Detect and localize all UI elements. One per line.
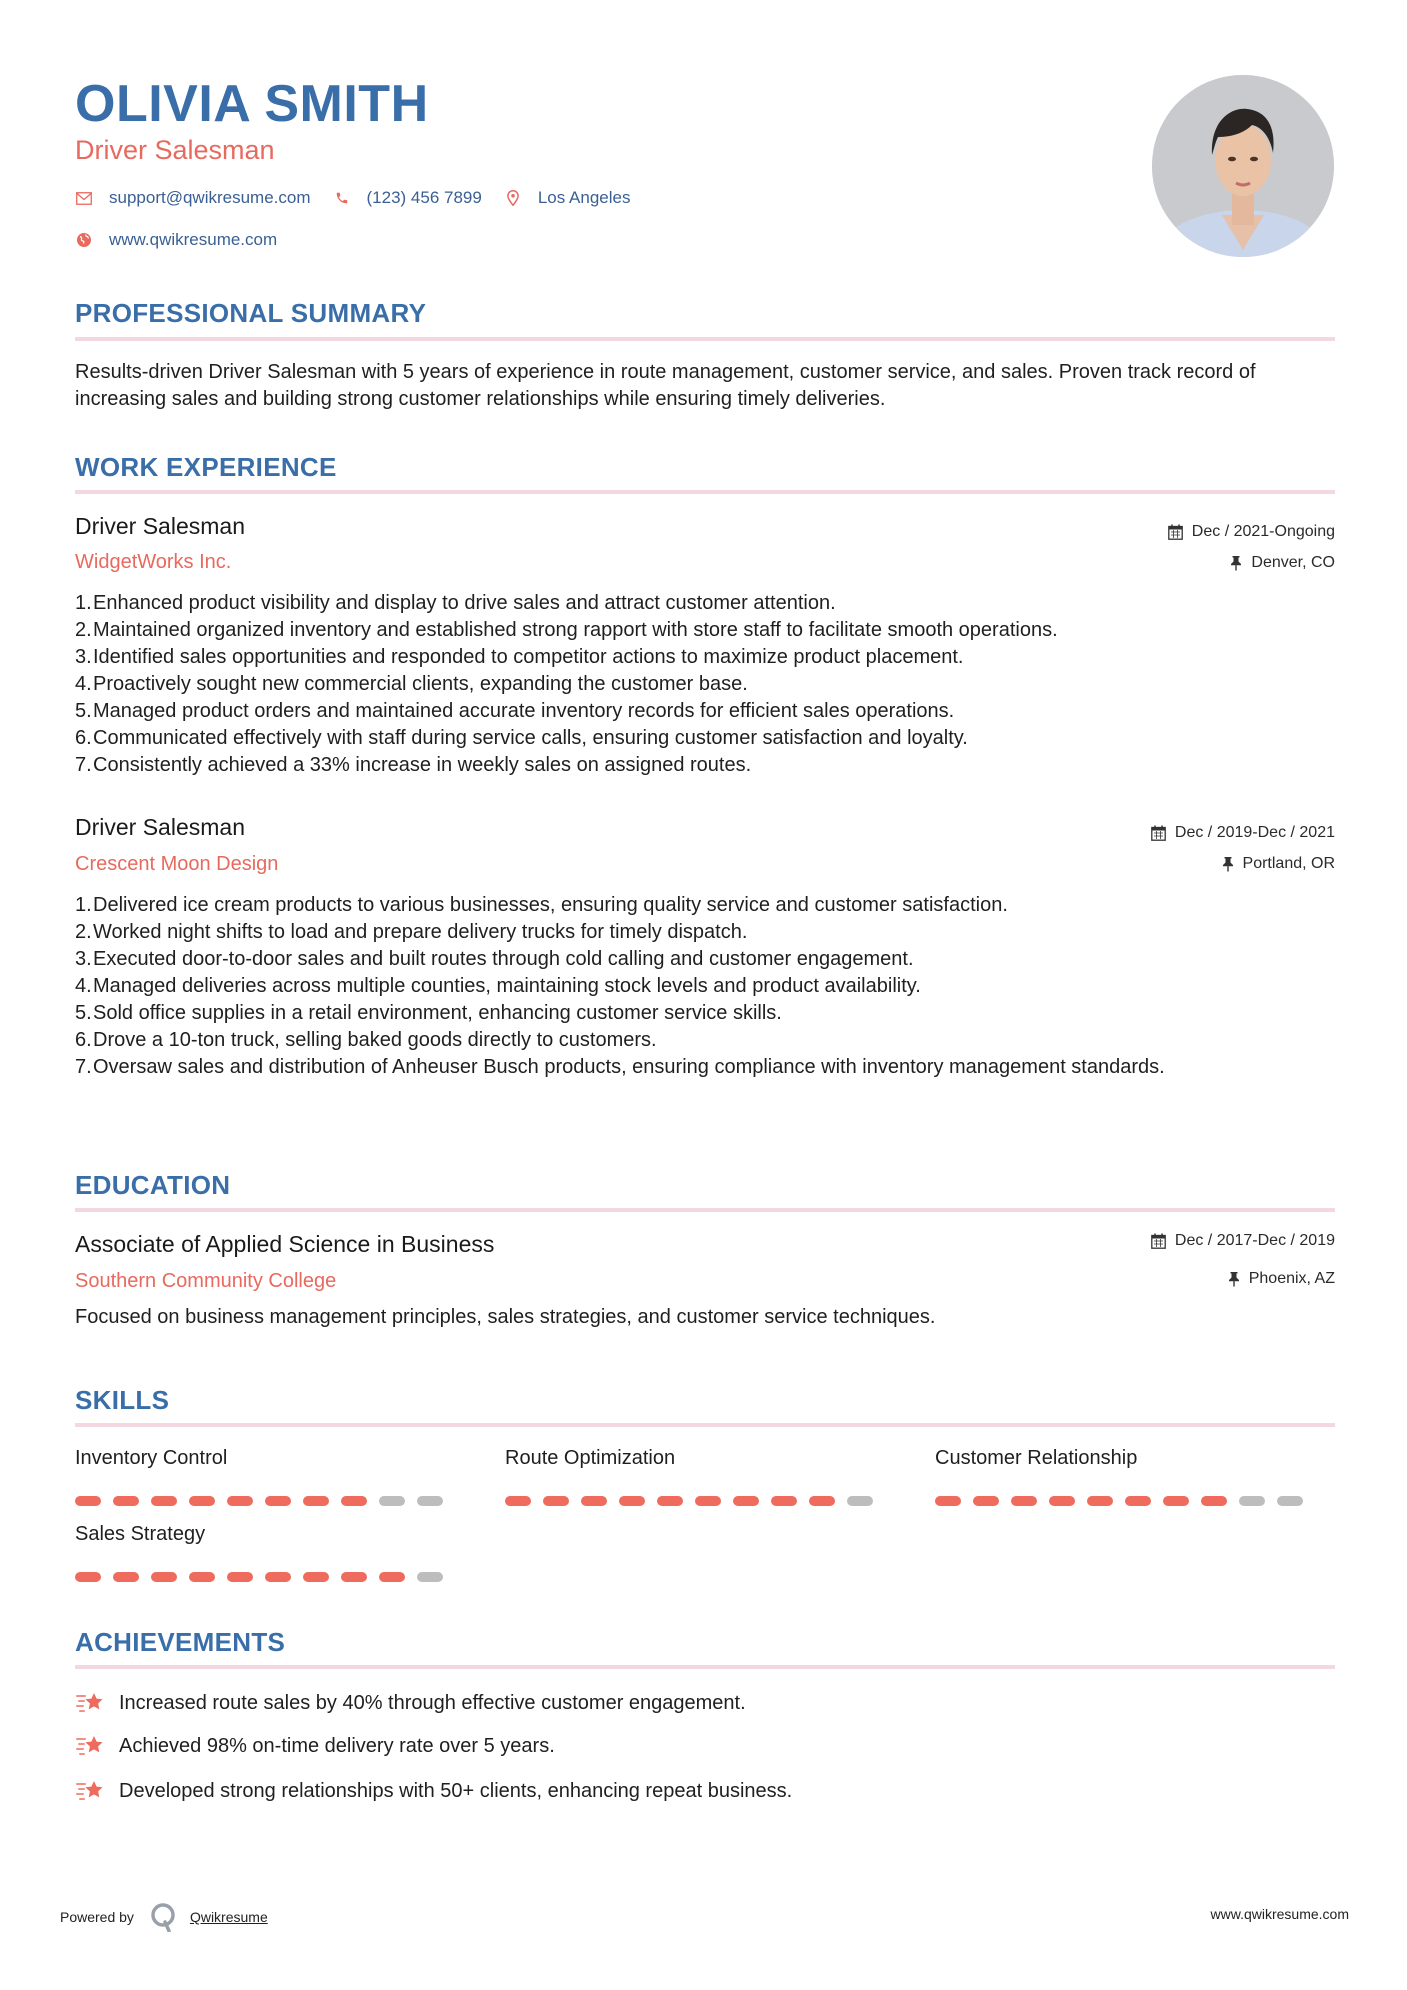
education-location-text: Phoenix, AZ	[1248, 1270, 1335, 1287]
job-bullet: 6. Drove a 10-ton truck, selling baked goods directly to customers.	[75, 1029, 657, 1051]
section-title-experience: WORK EXPERIENCE	[75, 452, 337, 482]
section-divider	[75, 337, 1335, 341]
skill-rating-bar	[75, 1496, 455, 1506]
phone-text: (123) 456 7899	[366, 188, 482, 207]
skill-item	[75, 1521, 455, 1582]
map-pin-icon	[504, 189, 522, 207]
shooting-star-icon	[75, 1733, 107, 1759]
degree-title: Associate of Applied Science in Business	[75, 1231, 495, 1257]
skill-item	[505, 1445, 885, 1506]
website-text: www.qwikresume.com	[109, 230, 278, 249]
shooting-star-icon	[75, 1690, 107, 1716]
skill-item	[935, 1445, 1315, 1506]
job-dates-text: Dec / 2019-Dec / 2021	[1174, 824, 1335, 841]
email-text: support@qwikresume.com	[109, 188, 311, 207]
skill-item	[75, 1445, 455, 1506]
school-name: Southern Community College	[75, 1270, 337, 1292]
job-location-text: Portland, OR	[1242, 855, 1335, 872]
job-location	[1222, 854, 1335, 874]
job-bullet: 4. Proactively sought new commercial clients, expanding the customer base.	[75, 673, 748, 695]
calendar-icon	[1151, 825, 1166, 841]
job-bullet: 3. Executed door-to-door sales and built routes through cold calling and customer engagement.	[75, 948, 914, 970]
job-bullet: 3. Identified sales opportunities and responded to competitor actions to maximize product placement.	[75, 646, 964, 668]
skill-name: Sales Strategy	[75, 1523, 206, 1545]
skill-rating-bar	[75, 1572, 455, 1582]
education-dates	[1151, 1231, 1335, 1251]
job-bullet: 2. Worked night shifts to load and prepare delivery trucks for timely dispatch.	[75, 921, 748, 943]
achievement-text: Achieved 98% on-time delivery rate over 5 years.	[119, 1735, 555, 1757]
section-divider	[75, 1665, 1335, 1669]
contact-row	[75, 188, 652, 208]
section-divider	[75, 1423, 1335, 1427]
education-location	[1228, 1269, 1335, 1289]
achievement-text: Increased route sales by 40% through effective customer engagement.	[119, 1692, 746, 1714]
qwikresume-link[interactable]: Qwikresume	[189, 1909, 268, 1925]
education-description: Focused on business management principles, sales strategies, and customer service techniques.	[75, 1306, 936, 1328]
job-bullet: 1. Enhanced product visibility and display to drive sales and attract customer attention.	[75, 592, 836, 614]
qwikresume-logo-icon	[150, 1902, 176, 1932]
contact-website[interactable]	[75, 230, 277, 250]
job-bullet: 1. Delivered ice cream products to various businesses, ensuring quality service and customer satisfaction.	[75, 894, 1008, 916]
job-bullet-list	[75, 590, 1335, 779]
skill-name: Customer Relationship	[935, 1447, 1138, 1469]
footer-website[interactable]: www.qwikresume.com	[1210, 1906, 1349, 1922]
powered-by-label: Powered by	[60, 1909, 134, 1925]
job-location-text: Denver, CO	[1251, 554, 1335, 571]
achievement-item	[75, 1690, 746, 1716]
phone-icon	[333, 189, 351, 207]
achievement-item	[75, 1733, 555, 1759]
education-dates-text: Dec / 2017-Dec / 2019	[1174, 1232, 1335, 1249]
job-bullet-list	[75, 892, 1335, 1081]
job-bullet: 6. Communicated effectively with staff during service calls, ensuring customer satisfaction and loyalty.	[75, 727, 968, 749]
summary-text: Results-driven Driver Salesman with 5 years of experience in route management, customer service, and sales. Proven track record of increasing sales and building strong customer relationships while ensuring timely deliveries.	[75, 361, 1256, 410]
skill-rating-bar	[935, 1496, 1315, 1506]
section-title-achievements: ACHIEVEMENTS	[75, 1627, 286, 1657]
achievement-item	[75, 1778, 792, 1804]
section-divider	[75, 1208, 1335, 1212]
contact-location	[504, 188, 631, 208]
contact-row-2	[75, 230, 299, 250]
job-location	[1230, 553, 1335, 573]
job-dates-text: Dec / 2021-Ongoing	[1191, 523, 1335, 540]
section-title-education: EDUCATION	[75, 1170, 231, 1200]
section-title-summary: PROFESSIONAL SUMMARY	[75, 298, 427, 328]
footer-powered-by	[60, 1902, 268, 1932]
job-bullet: 4. Managed deliveries across multiple counties, maintaining stock levels and product availability.	[75, 975, 921, 997]
pushpin-icon	[1230, 555, 1242, 571]
skill-rating-bar	[505, 1496, 885, 1506]
job-bullet: 7. Consistently achieved a 33% increase in weekly sales on assigned routes.	[75, 754, 752, 776]
job-bullet: 2. Maintained organized inventory and established strong rapport with store staff to facilitate smooth operations.	[75, 619, 1058, 641]
envelope-icon	[75, 189, 93, 207]
candidate-role: Driver Salesman	[75, 135, 275, 165]
calendar-icon	[1151, 1233, 1166, 1249]
job-bullet: 5. Sold office supplies in a retail environment, enhancing customer service skills.	[75, 1002, 782, 1024]
job-company: Crescent Moon Design	[75, 853, 279, 875]
job-title: Driver Salesman	[75, 513, 245, 539]
job-bullet: 7. Oversaw sales and distribution of Anheuser Busch products, ensuring compliance with inventory management standards.	[75, 1056, 1165, 1078]
profile-photo	[1152, 75, 1334, 257]
calendar-icon	[1168, 524, 1183, 540]
skill-name: Inventory Control	[75, 1447, 228, 1469]
contact-phone[interactable]	[333, 188, 482, 208]
job-company: WidgetWorks Inc.	[75, 551, 232, 573]
section-divider	[75, 490, 1335, 494]
location-text: Los Angeles	[537, 188, 631, 207]
shooting-star-icon	[75, 1778, 107, 1804]
skill-name: Route Optimization	[505, 1447, 676, 1469]
job-bullet: 5. Managed product orders and maintained accurate inventory records for efficient sales operations.	[75, 700, 955, 722]
pushpin-icon	[1222, 856, 1234, 872]
candidate-name: OLIVIA SMITH	[75, 75, 429, 133]
section-title-skills: SKILLS	[75, 1385, 170, 1415]
globe-icon	[75, 231, 93, 249]
contact-email[interactable]	[75, 188, 311, 208]
pushpin-icon	[1228, 1271, 1240, 1287]
job-title: Driver Salesman	[75, 814, 245, 840]
job-dates	[1168, 522, 1335, 542]
job-dates	[1151, 823, 1335, 843]
achievement-text: Developed strong relationships with 50+ clients, enhancing repeat business.	[119, 1780, 793, 1802]
